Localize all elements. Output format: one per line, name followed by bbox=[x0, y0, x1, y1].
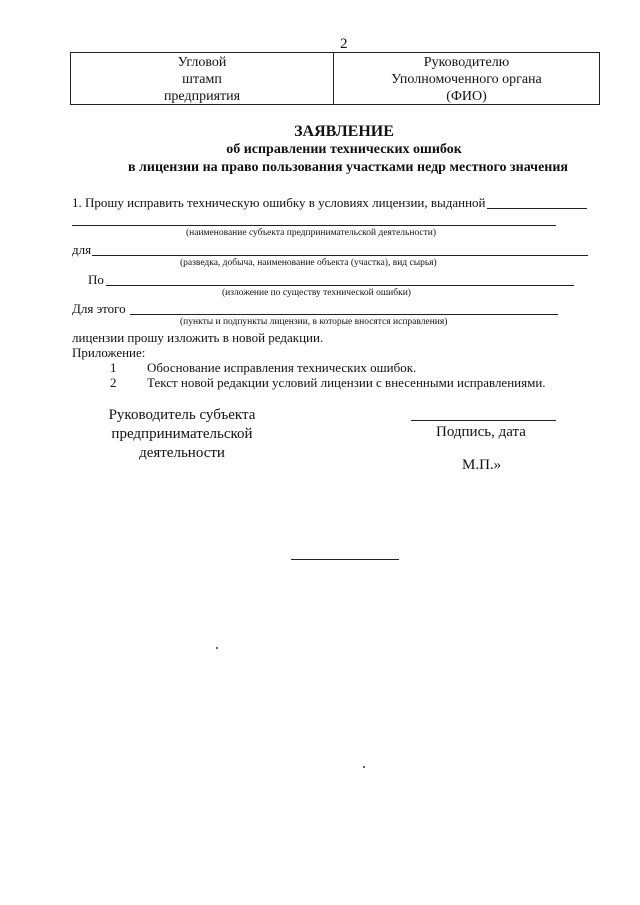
corner-stamp-line: Угловой bbox=[177, 55, 227, 70]
corner-stamp-line: штамп bbox=[182, 72, 222, 87]
document-title: ЗАЯВЛЕНИЕ bbox=[294, 123, 394, 140]
seal-placeholder: М.П.» bbox=[462, 457, 502, 473]
appendix-item-text: Текст новой редакции условий лицензии с внесенными исправлениями. bbox=[147, 375, 546, 390]
appendix-label: Приложение: bbox=[72, 345, 146, 360]
signatory-title bbox=[92, 406, 272, 463]
appendix-item-number: 2 bbox=[110, 375, 117, 390]
license-points-hint: (пункты и подпункты лицензии, в которые вносятся исправления) bbox=[180, 317, 448, 327]
addressee-line: Уполномоченного органа bbox=[391, 72, 542, 87]
purpose-fill-line bbox=[92, 255, 588, 256]
request-item-1-text: 1. Прошу исправить техническую ошибку в условиях лицензии, выданной bbox=[72, 195, 486, 210]
document-subtitle-line2: в лицензии на право пользования участками недр местного значения bbox=[127, 160, 568, 175]
signatory-title-line: деятельности bbox=[139, 445, 225, 461]
addressee-line: Руководителю bbox=[423, 55, 510, 70]
corner-stamp-cell bbox=[71, 54, 333, 105]
addressee-line: (ФИО) bbox=[446, 89, 487, 104]
error-label: По bbox=[88, 272, 104, 287]
error-description-hint: (изложение по существу технической ошибки) bbox=[222, 288, 411, 298]
license-points-fill-line bbox=[130, 314, 558, 315]
scan-speck bbox=[363, 766, 365, 768]
issued-to-fill-line bbox=[487, 208, 587, 209]
scan-speck bbox=[216, 647, 218, 649]
signature-date-label: Подпись, дата bbox=[436, 424, 526, 440]
corner-stamp-line: предприятия bbox=[163, 89, 241, 104]
appendix-item-number: 1 bbox=[110, 360, 117, 375]
error-description-fill-line bbox=[106, 285, 574, 286]
header-table-top-border bbox=[70, 52, 600, 53]
purpose-hint: (разведка, добыча, наименование объекта (участка), вид сырья) bbox=[180, 258, 437, 268]
header-table-right-border bbox=[599, 52, 600, 105]
addressee-cell bbox=[334, 54, 599, 105]
purpose-label: для bbox=[72, 242, 92, 257]
end-separator-line bbox=[291, 559, 399, 560]
page-number: 2 bbox=[340, 36, 348, 52]
signatory-title-line: предпринимательской bbox=[111, 426, 253, 442]
signatory-title-line: Руководитель субъекта bbox=[108, 407, 256, 423]
entity-name-fill-line bbox=[72, 225, 556, 226]
signature-fill-line bbox=[411, 420, 556, 421]
for-this-label: Для этого bbox=[72, 301, 126, 316]
entity-name-hint: (наименование субъекта предпринимательской деятельности) bbox=[186, 228, 437, 238]
new-edition-text: лицензии прошу изложить в новой редакции. bbox=[72, 330, 324, 345]
document-subtitle-line1: об исправлении технических ошибок bbox=[226, 142, 462, 157]
appendix-item-text: Обоснование исправления технических ошибок. bbox=[147, 360, 417, 375]
